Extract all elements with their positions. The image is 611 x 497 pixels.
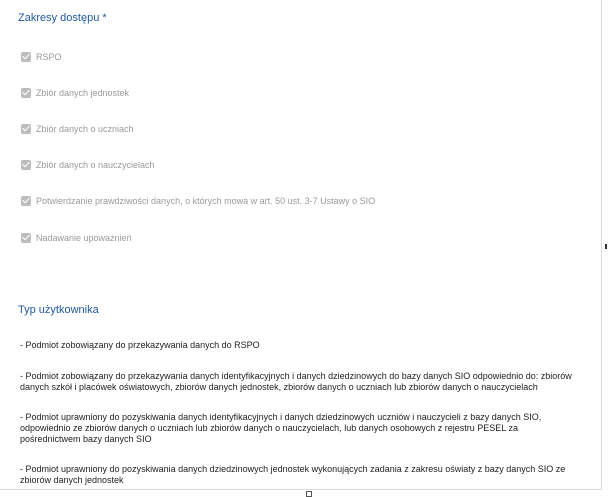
scope-label: Potwierdzanie prawdziwości danych, o których mowa w art. 50 ust. 3-7 Ustawy o SIO (36, 196, 376, 206)
user-type-item: - Podmiot zobowiązany do przekazywania danych do RSPO (20, 340, 260, 350)
checkbox-checked-icon[interactable] (21, 233, 31, 243)
user-type-item: - Podmiot uprawniony do pozyskiwania danych dziedzinowych jednostek wykonujących zadania z zakresu oświaty z bazy danych SIO ze zbiorów danych jednostek (20, 464, 566, 485)
scope-label: RSPO (36, 52, 62, 62)
resize-handle-bottom[interactable] (306, 491, 312, 497)
checkbox-checked-icon[interactable] (21, 52, 31, 62)
checkbox-checked-icon[interactable] (21, 196, 31, 206)
checkbox-checked-icon[interactable] (21, 124, 31, 134)
scope-label: Zbiór danych o uczniach (36, 124, 134, 134)
user-type-item: - Podmiot zobowiązany do przekazywania danych identyfikacyjnych i danych dziedzinowych do bazy danych SIO odpowiednio do: zbiorów danych szkół i placówek oświatowych, zbiorów danych jednostek, zbiorów danych o uczniach lub zbiorów danych o nauczycielach (20, 371, 572, 392)
scope-checkbox-data-verification[interactable] (21, 194, 375, 208)
scope-checkbox-rspo[interactable] (21, 50, 62, 64)
scope-label: Zbiór danych o nauczycielach (36, 160, 155, 170)
user-type-item: - Podmiot uprawniony do pozyskiwania danych identyfikacyjnych i danych dziedzinowych uczniów i nauczycieli z bazy danych SIO, odpowiednio ze zbiorów danych o uczniach lub zbiorów danych o nauczycielach, lub danych osobowych z rejestru PESEL za pośrednictwem bazy danych SIO (20, 412, 542, 444)
scope-label: Zbiór danych jednostek (36, 88, 130, 98)
scope-checkbox-students[interactable] (21, 122, 134, 136)
scope-checkbox-teachers[interactable] (21, 158, 155, 172)
scope-label: Nadawanie upoważnień (36, 233, 132, 243)
access-scopes-title-text: Zakresy dostępu (18, 12, 100, 24)
user-type-title: Typ użytkownika (18, 304, 99, 316)
checkbox-checked-icon[interactable] (21, 160, 31, 170)
resize-handle-right[interactable] (605, 244, 607, 249)
scope-checkbox-authorizations[interactable] (21, 231, 132, 245)
checkbox-checked-icon[interactable] (21, 88, 31, 98)
scope-checkbox-units[interactable] (21, 86, 129, 100)
access-scopes-title (18, 12, 107, 24)
required-mark: * (102, 12, 107, 24)
